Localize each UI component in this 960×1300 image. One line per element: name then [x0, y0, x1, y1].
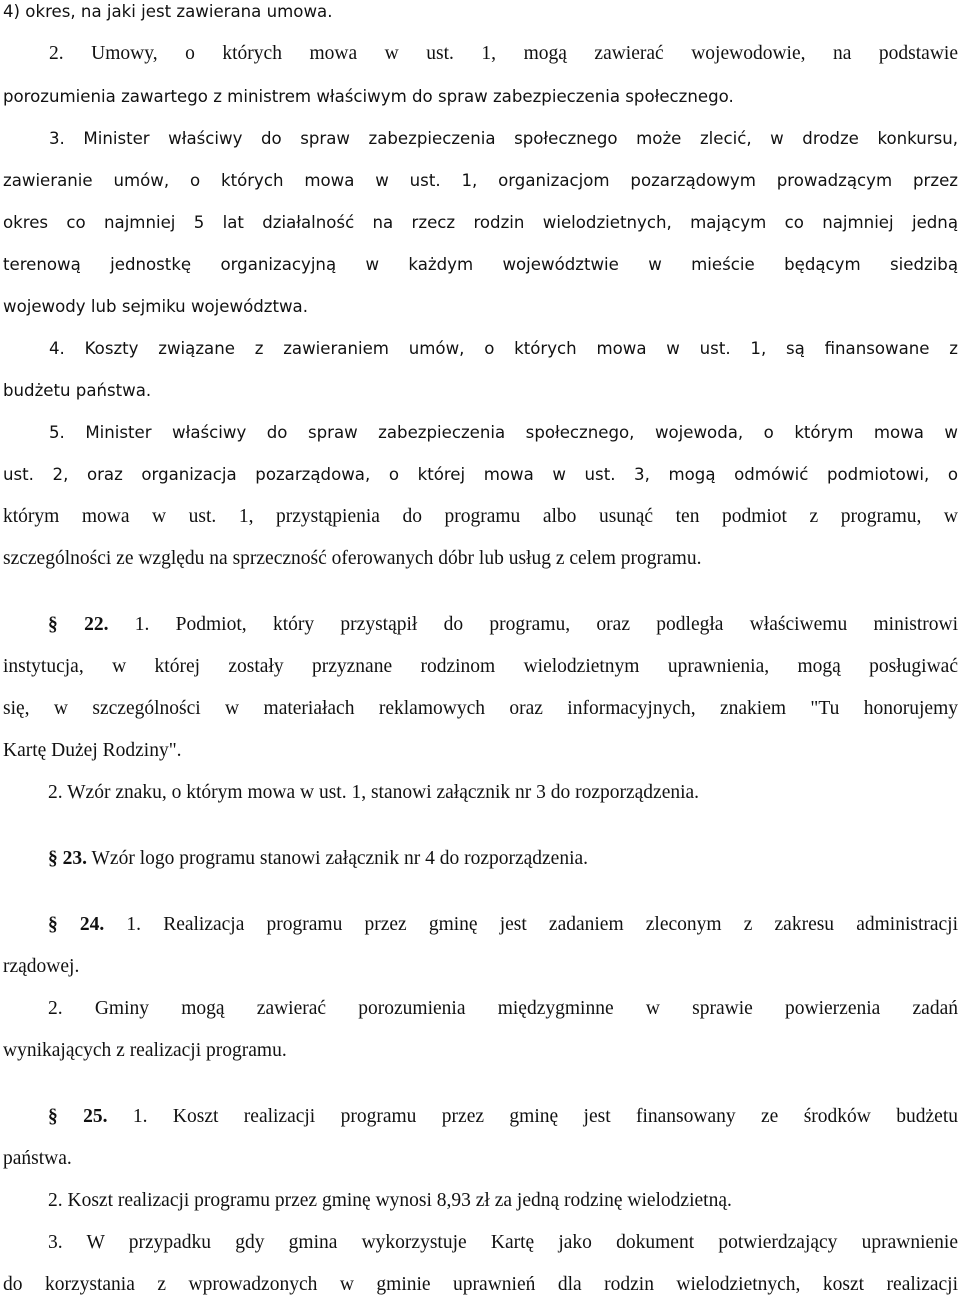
section-25-line-1: [48, 1105, 958, 1129]
section-number-25: 25.: [83, 1106, 108, 1127]
paragraph-4-line-1: 4. Koszty związane z zawieraniem umów, o których mowa w ust. 1, są finansowane z: [49, 339, 958, 358]
section-24-point-2-line-1: 2. Gminy mogą zawierać porozumienia międzygminne w sprawie powierzenia zadań: [48, 998, 958, 1019]
paragraph-3-line-4: terenową jednostkę organizacyjną w każdym województwie w mieście będącym siedzibą: [3, 255, 958, 274]
section-25-point-3-line-2: do korzystania z wprowadzonych w gminie uprawnień dla rodzin wielodzietnych, koszt realizacji: [3, 1274, 958, 1295]
section-22-point-2: 2. Wzór znaku, o którym mowa w ust. 1, stanowi załącznik nr 3 do rozporządzenia.: [48, 782, 700, 803]
list-item-4: 4) okres, na jaki jest zawierana umowa.: [3, 2, 333, 21]
section-22-line-1: [48, 613, 958, 637]
section-23-text: Wzór logo programu stanowi załącznik nr 4 do rozporządzenia.: [87, 848, 589, 869]
section-23-line-1: [48, 847, 958, 871]
section-24-point-2-line-2: wynikających z realizacji programu.: [3, 1040, 287, 1061]
paragraph-4-line-2: budżetu państwa.: [3, 381, 152, 400]
section-25-point-3-line-1: 3. W przypadku gdy gmina wykorzystuje Kartę jako dokument potwierdzający uprawnienie: [48, 1232, 958, 1253]
section-symbol: §: [48, 1106, 58, 1127]
section-22-line-3: się, w szczególności w materiałach reklamowych oraz informacyjnych, znakiem "Tu honorujemy: [3, 698, 958, 719]
paragraph-5-line-4: szczególności ze względu na sprzeczność oferowanych dóbr lub usług z celem programu.: [3, 548, 702, 569]
paragraph-3-line-3: okres co najmniej 5 lat działalność na rzecz rodzin wielodzietnych, mającym co najmniej jedną: [3, 213, 958, 232]
section-25-line-2: państwa.: [3, 1148, 72, 1169]
paragraph-5-line-1: 5. Minister właściwy do spraw zabezpieczenia społecznego, wojewoda, o którym mowa w: [49, 423, 958, 442]
paragraph-2-line-1: 2. Umowy, o których mowa w ust. 1, mogą zawierać wojewodowie, na podstawie: [49, 43, 958, 64]
section-24-line-2: rządowej.: [3, 956, 80, 977]
section-symbol: §: [48, 914, 58, 935]
section-22-line-4: Kartę Dużej Rodziny".: [3, 740, 182, 761]
paragraph-3-line-2: zawieranie umów, o których mowa w ust. 1, organizacjom pozarządowym prowadzącym przez: [3, 171, 958, 190]
section-24-line-1: [48, 913, 958, 937]
section-22-line-2: instytucja, w której zostały przyznane rodzinom wielodzietnym uprawnienia, mogą posługiwać: [3, 656, 958, 677]
section-22-text: 1. Podmiot, który przystąpił do programu, oraz podległa właściwemu ministrowi: [108, 614, 959, 635]
section-24-text: 1. Realizacja programu przez gminę jest zadaniem zleconym z zakresu administracji: [104, 914, 959, 935]
paragraph-2-line-2: porozumienia zawartego z ministrem właściwym do spraw zabezpieczenia społecznego.: [3, 87, 734, 106]
section-number-23: 23.: [62, 848, 87, 869]
section-25-text: 1. Koszt realizacji programu przez gminę jest finansowany ze środków budżetu: [107, 1106, 958, 1127]
paragraph-3-line-5: wojewody lub sejmiku województwa.: [3, 297, 308, 316]
section-number-24: 24.: [79, 914, 105, 935]
section-25-point-2: 2. Koszt realizacji programu przez gminę wynosi 8,93 zł za jedną rodzinę wielodzietną.: [48, 1190, 732, 1211]
section-symbol: §: [48, 848, 58, 869]
paragraph-3-line-1: 3. Minister właściwy do spraw zabezpieczenia społecznego może zlecić, w drodze konkursu,: [49, 129, 958, 148]
paragraph-5-line-3: którym mowa w ust. 1, przystąpienia do programu albo usunąć ten podmiot z programu, w: [3, 506, 958, 527]
section-number-22: 22.: [84, 614, 109, 635]
section-symbol: §: [48, 614, 58, 635]
paragraph-5-line-2: ust. 2, oraz organizacja pozarządowa, o której mowa w ust. 3, mogą odmówić podmiotowi, o: [3, 465, 958, 484]
